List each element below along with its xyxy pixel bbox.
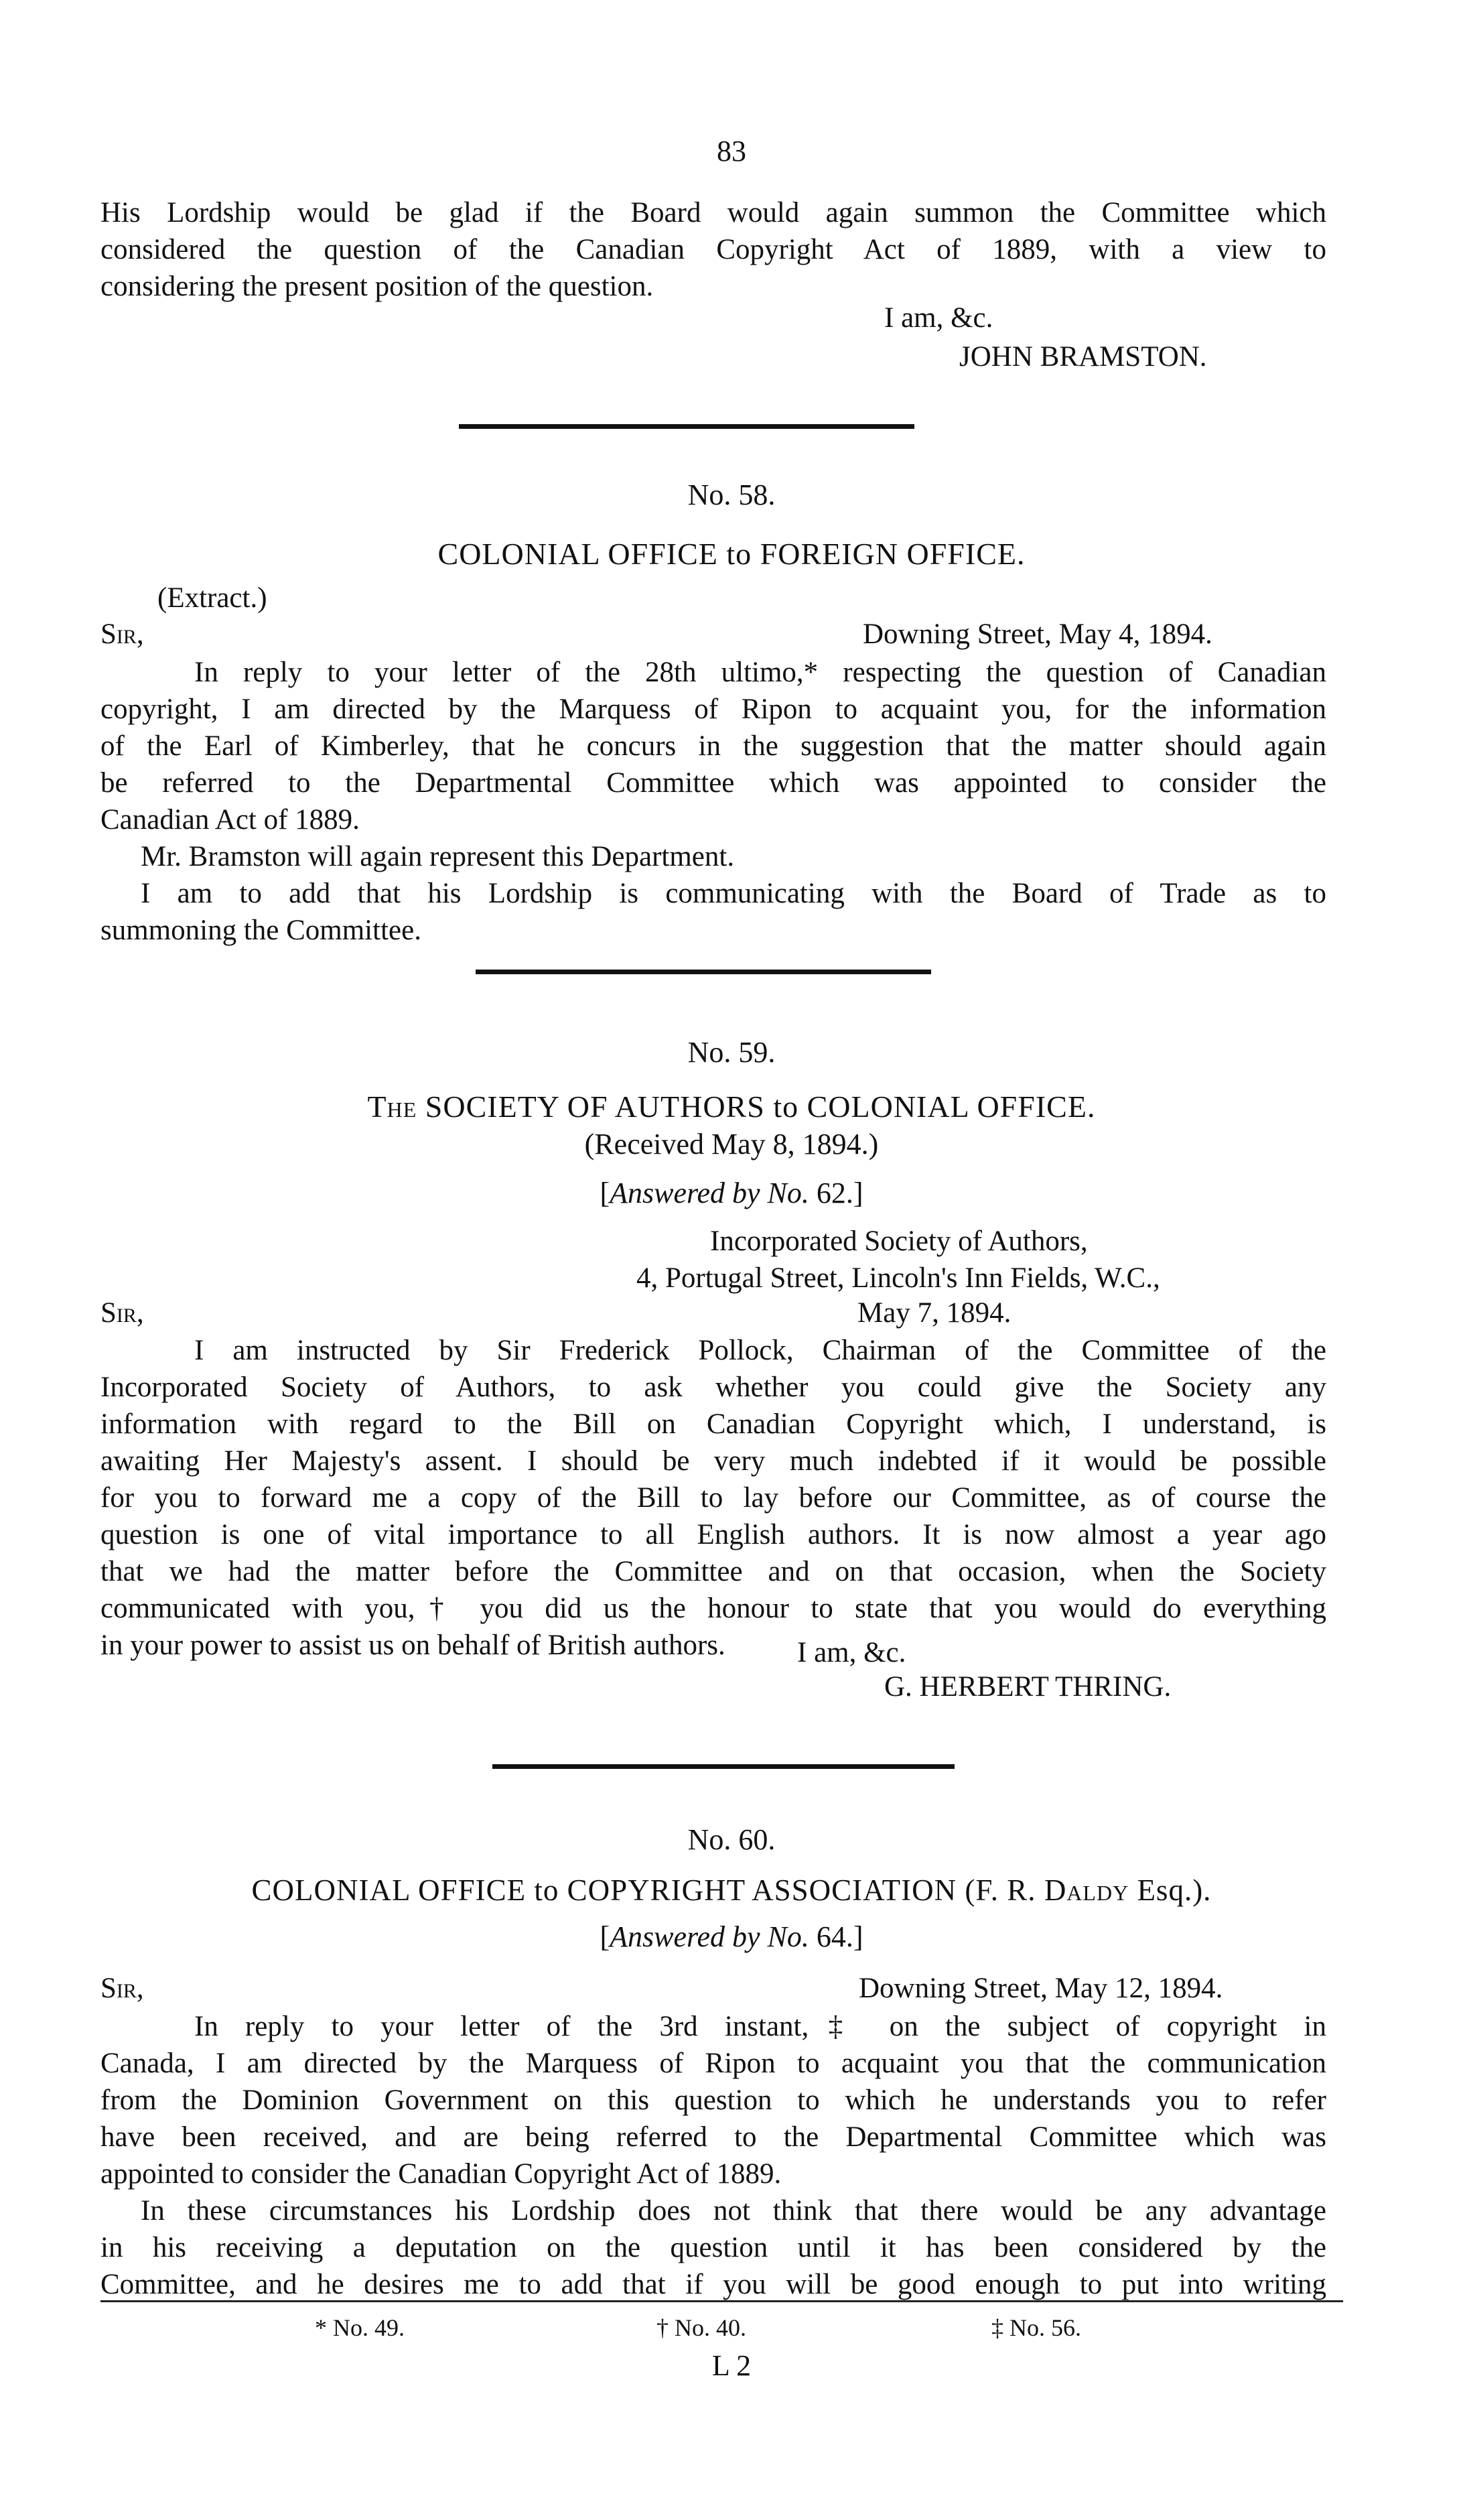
section-number-58: No. 58. bbox=[687, 478, 776, 511]
body-line: in your power to assist us on behalf of British authors. bbox=[100, 1630, 725, 1661]
answered-label: Answered by No. bbox=[610, 1177, 809, 1209]
body-line: have been received, and are being referred to the Departmental Committee which was bbox=[100, 2121, 1326, 2153]
body-line: I am to add that his Lordship is communicating with the Board of Trade as to bbox=[141, 878, 1326, 909]
heading-name: Daldy bbox=[1044, 1873, 1129, 1907]
letter-body-58 bbox=[100, 654, 1326, 949]
body-line: appointed to consider the Canadian Copyright Act of 1889. bbox=[100, 2158, 782, 2190]
section-number-59: No. 59. bbox=[687, 1036, 776, 1069]
footnote-divider bbox=[100, 2300, 1343, 2302]
intro-signature: JOHN BRAMSTON. bbox=[959, 341, 1207, 373]
body-line: of the Earl of Kimberley, that he concurs in the suggestion that the matter should again bbox=[100, 730, 1326, 762]
signature-mark: L 2 bbox=[711, 2349, 752, 2382]
section-number-60: No. 60. bbox=[687, 1823, 776, 1856]
body-line: that we had the matter before the Committee and on that occasion, when the Society bbox=[100, 1556, 1326, 1587]
footnote-2: † No. 40. bbox=[656, 2314, 746, 2341]
intro-line: considered the question of the Canadian Copyright Act of 1889, with a view to bbox=[100, 234, 1326, 265]
section-heading-59 bbox=[0, 1089, 1463, 1124]
extract-note: (Extract.) bbox=[157, 582, 267, 614]
intro-line: considering the present position of the question. bbox=[100, 271, 654, 302]
signature-59: G. HERBERT THRING. bbox=[884, 1671, 1172, 1703]
intro-line: His Lordship would be glad if the Board would again summon the Committee which bbox=[100, 197, 1326, 228]
closing-59: I am, &c. bbox=[797, 1637, 906, 1668]
answered-by-60: [Answered by No. 64.] bbox=[600, 1920, 863, 1953]
body-line: I am instructed by Sir Frederick Pollock, Chairman of the Committee of the bbox=[194, 1335, 1326, 1366]
date-59: May 7, 1894. bbox=[857, 1297, 1012, 1329]
answered-number: 62. bbox=[816, 1177, 853, 1209]
body-line: in his receiving a deputation on the question until it has been considered by the bbox=[100, 2232, 1326, 2263]
footnote-3: ‡ No. 56. bbox=[991, 2314, 1081, 2341]
body-line: Incorporated Society of Authors, to ask whether you could give the Society any bbox=[100, 1372, 1326, 1403]
body-line: Committee, and he desires me to add that if you will be good enough to put into writing bbox=[100, 2269, 1326, 2300]
body-line: information with regard to the Bill on Canadian Copyright which, I understand, is bbox=[100, 1408, 1326, 1440]
body-line: be referred to the Departmental Committee which was appointed to consider the bbox=[100, 767, 1326, 799]
heading-text: SOCIETY OF AUTHORS to COLONIAL OFFICE. bbox=[425, 1089, 1096, 1124]
body-line: communicated with you,† you did us the honour to state that you would do everything bbox=[100, 1593, 1326, 1624]
salutation-59: Sir, bbox=[100, 1297, 144, 1329]
heading-end: Esq.). bbox=[1137, 1873, 1212, 1907]
heading-lead: The bbox=[367, 1089, 417, 1124]
body-line: Canada, I am directed by the Marquess of Ripon to acquaint you that the communication bbox=[100, 2048, 1326, 2079]
page-number: 83 bbox=[717, 135, 746, 168]
body-line: awaiting Her Majesty's assent. I should be very much indebted if it would be possible bbox=[100, 1445, 1326, 1477]
body-line: In reply to your letter of the 28th ultimo,* respecting the question of Canadian bbox=[194, 657, 1326, 688]
letter-body-60 bbox=[100, 2008, 1326, 2303]
section-divider bbox=[492, 1764, 955, 1769]
answered-label: Answered by No. bbox=[610, 1920, 809, 1953]
body-line: Canadian Act of 1889. bbox=[100, 804, 360, 836]
salutation-60: Sir, bbox=[100, 1973, 144, 2004]
address-line-1: Incorporated Society of Authors, bbox=[710, 1225, 1088, 1257]
body-line: for you to forward me a copy of the Bill to lay before our Committee, as of course the bbox=[100, 1482, 1326, 1514]
letter-body-59 bbox=[100, 1332, 1326, 1664]
body-line: Mr. Bramston will again represent this Department. bbox=[141, 841, 735, 872]
section-heading-58: COLONIAL OFFICE to FOREIGN OFFICE. bbox=[437, 537, 1026, 571]
salutation-58: Sir, bbox=[100, 618, 144, 650]
body-line: summoning the Committee. bbox=[100, 915, 421, 946]
intro-closing: I am, &c. bbox=[884, 302, 993, 334]
section-divider bbox=[476, 970, 931, 974]
body-line: copyright, I am directed by the Marquess of Ripon to acquaint you, for the information bbox=[100, 693, 1326, 725]
body-line: In reply to your letter of the 3rd instant,‡ on the subject of copyright in bbox=[194, 2011, 1326, 2042]
place-date-60: Downing Street, May 12, 1894. bbox=[859, 1973, 1223, 2004]
intro-paragraph bbox=[100, 194, 1326, 305]
received-date-59: (Received May 8, 1894.) bbox=[584, 1128, 879, 1160]
footnote-1: * No. 49. bbox=[315, 2314, 405, 2341]
answered-number: 64. bbox=[816, 1920, 853, 1953]
body-line: question is one of vital importance to all English authors. It is now almost a year ago bbox=[100, 1519, 1326, 1550]
body-line: from the Dominion Government on this question to which he understands you to refer bbox=[100, 2084, 1326, 2116]
body-line: In these circumstances his Lordship does not think that there would be any advantage bbox=[141, 2195, 1326, 2227]
section-divider bbox=[459, 424, 914, 429]
address-line-2: 4, Portugal Street, Lincoln's Inn Fields, W.C., bbox=[636, 1262, 1160, 1294]
place-date-58: Downing Street, May 4, 1894. bbox=[863, 618, 1212, 650]
heading-text: COLONIAL OFFICE to COPYRIGHT ASSOCIATION (F. R. bbox=[251, 1873, 1036, 1907]
section-heading-60 bbox=[0, 1873, 1463, 1908]
answered-by-59: [Answered by No. 62.] bbox=[600, 1177, 863, 1209]
